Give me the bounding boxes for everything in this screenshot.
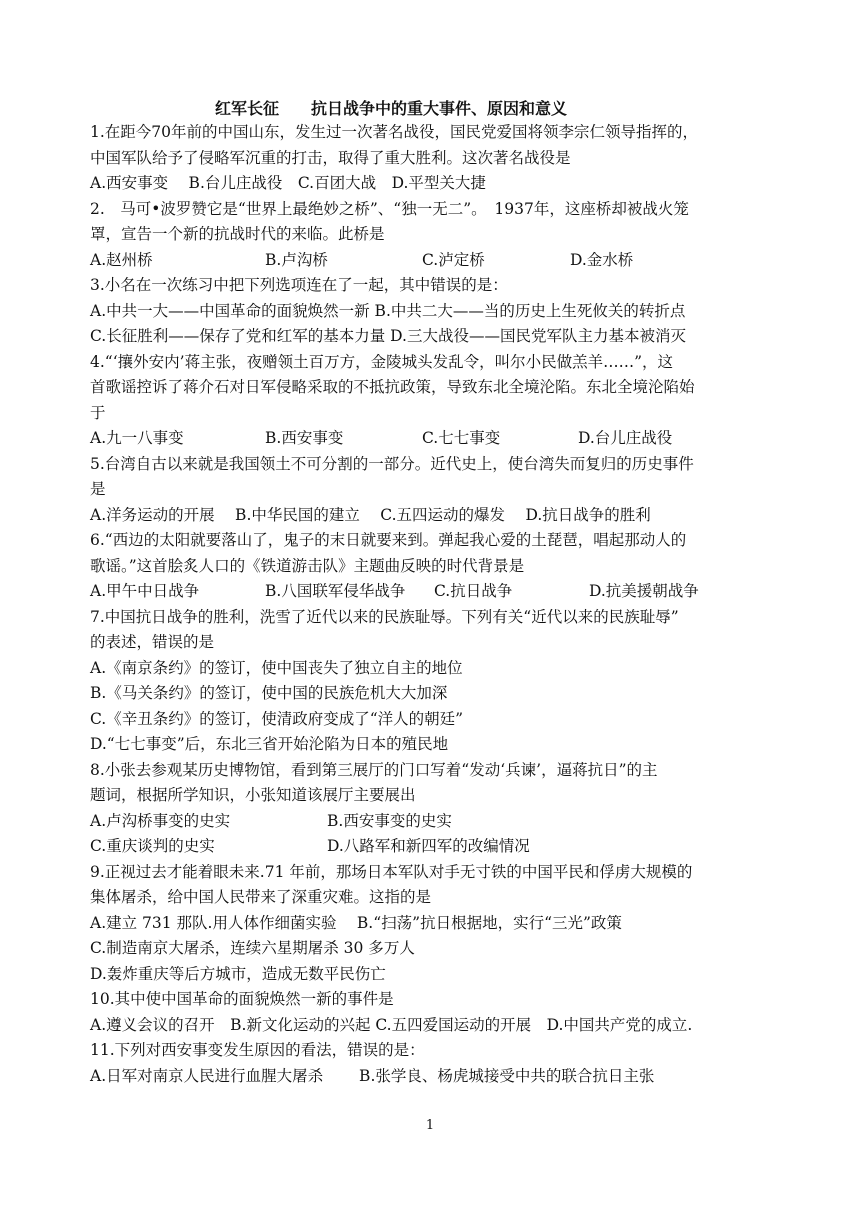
answer-option: A.赵州桥	[90, 250, 153, 269]
text-line: A.西安事变 B.台儿庄战役 C.百团大战 D.平型关大捷	[90, 174, 486, 192]
answer-option: B.西安事变的史实	[327, 811, 452, 830]
text-line	[90, 248, 780, 274]
answer-option: C.泸定桥	[422, 250, 485, 269]
answer-option: C.重庆谈判的史实	[90, 837, 215, 855]
text-line: 首歌谣控诉了蒋介石对日军侵略采取的不抵抗政策，导致东北全境沦陷。东北全境沦陷始	[90, 378, 695, 396]
text-line: 9.正视过去才能着眼未来.71 年前，那场日本军队对手无寸铁的中国平民和俘虏大规模的	[90, 862, 693, 881]
text-line: 8.小张去参观某历史博物馆，看到第三展厅的门口写着“发动‘兵谏’，逼蒋抗日”的主	[90, 760, 658, 779]
text-line: C.制造南京大屠杀，连续六星期屠杀 30 多万人	[90, 939, 415, 957]
text-line: D.“七七事变”后，东北三省开始沦陷为日本的殖民地	[90, 735, 449, 753]
text-line: 题词，根据所学知识，小张知道该展厅主要展出	[90, 786, 416, 804]
text-line: 的表述，错误的是	[90, 633, 215, 651]
text-line: 歌谣。”这首脍炙人口的《铁道游击队》主题曲反映的时代背景是	[90, 556, 525, 575]
text-line: 11.下列对西安事变发生原因的看法，错误的是：	[90, 1041, 425, 1059]
answer-option: A.九一八事变	[90, 429, 184, 447]
text-line: 4.“‘攘外安内’蒋主张，夜赠领土百万方，金陵城头发乱令，叫尔小民做羔羊……”，这	[90, 352, 673, 371]
text-line: 5.台湾自古以来就是我国领土不可分割的一部分。近代史上，使台湾失而复归的历史事件	[90, 454, 694, 473]
text-line: C.《辛丑条约》的签订，使清政府变成了“洋人的朝廷”	[90, 709, 464, 728]
answer-option: A.甲午中日战争	[90, 582, 200, 600]
text-line: 10.其中使中国革命的面貌焕然一新的事件是	[90, 990, 394, 1008]
text-line	[90, 579, 780, 605]
page-number: 1	[425, 1118, 435, 1133]
text-line: A.日军对南京人民进行血腥大屠杀 B.张学良、杨虎城接受中共的联合抗日主张	[90, 1066, 655, 1085]
question-body	[90, 120, 780, 1089]
text-line: 2. 马可•波罗赞它是“世界上最绝妙之桥”、“独一无二”。 1937年，这座桥却被战火笼	[90, 199, 689, 218]
document-title: 红军长征 抗日战争中的重大事件、原因和意义	[215, 99, 568, 118]
text-line	[90, 426, 780, 452]
text-line: A.洋务运动的开展 B.中华民国的建立 C.五四运动的爆发 D.抗日战争的胜利	[90, 505, 651, 524]
text-line: D.轰炸重庆等后方城市，造成无数平民伤亡	[90, 964, 386, 983]
answer-option: B.西安事变	[265, 429, 344, 447]
text-line: C.长征胜利——保存了党和红军的基本力量 D.三大战役——国民党军队主力基本被消灭	[90, 327, 686, 345]
text-line: 3.小名在一次练习中把下列选项连在了一起，其中错误的是：	[90, 276, 508, 294]
text-line: 于	[90, 403, 106, 422]
answer-option: B.卢沟桥	[265, 250, 328, 269]
text-line: A.中共一大——中国革命的面貌焕然一新 B.中共二大——当的历史上生死攸关的转折点	[90, 301, 686, 320]
text-line: A.《南京条约》的签订，使中国丧失了独立自主的地位	[90, 658, 463, 677]
text-line: 罩，宣告一个新的抗战时代的来临。此桥是	[90, 225, 385, 243]
answer-option: B.八国联军侵华战争	[265, 582, 406, 600]
text-line: 1.在距今70年前的中国山东，发生过一次著名战役，国民党爱国将领李宗仁领导指挥的，	[90, 123, 699, 141]
answer-option: C.七七事变	[422, 429, 501, 447]
answer-option: D.金水桥	[570, 250, 634, 269]
text-line: 6.“西边的太阳就要落山了，鬼子的末日就要来到。弹起我心爱的土琵琶，唱起那动人的	[90, 531, 687, 549]
answer-option: C.抗日战争	[434, 582, 513, 600]
answer-option: A.卢沟桥事变的史实	[90, 811, 231, 830]
text-line: 7.中国抗日战争的胜利，洗雪了近代以来的民族耻辱。下列有关“近代以来的民族耻辱”	[90, 607, 679, 626]
text-line	[90, 809, 780, 835]
text-line: 集体屠杀，给中国人民带来了深重灾难。这指的是	[90, 888, 432, 906]
text-line	[90, 834, 780, 860]
text-line: A.遵义会议的召开 B.新文化运动的兴起 C.五四爱国运动的开展 D.中国共产党的成立.	[90, 1015, 693, 1034]
answer-option: D.八路军和新四军的改编情况	[327, 837, 530, 855]
answer-option: D.抗美援朝战争	[589, 582, 699, 600]
answer-option: D.台儿庄战役	[578, 429, 673, 447]
text-line: B.《马关条约》的签订，使中国的民族危机大大加深	[90, 684, 448, 702]
text-line: 是	[90, 480, 106, 498]
text-line: A.建立 731 那队.用人体作细菌实验 B.“扫荡”抗日根据地，实行“三光”政策	[90, 913, 622, 932]
text-line: 中国军队给予了侵略军沉重的打击，取得了重大胜利。这次著名战役是	[90, 148, 571, 167]
